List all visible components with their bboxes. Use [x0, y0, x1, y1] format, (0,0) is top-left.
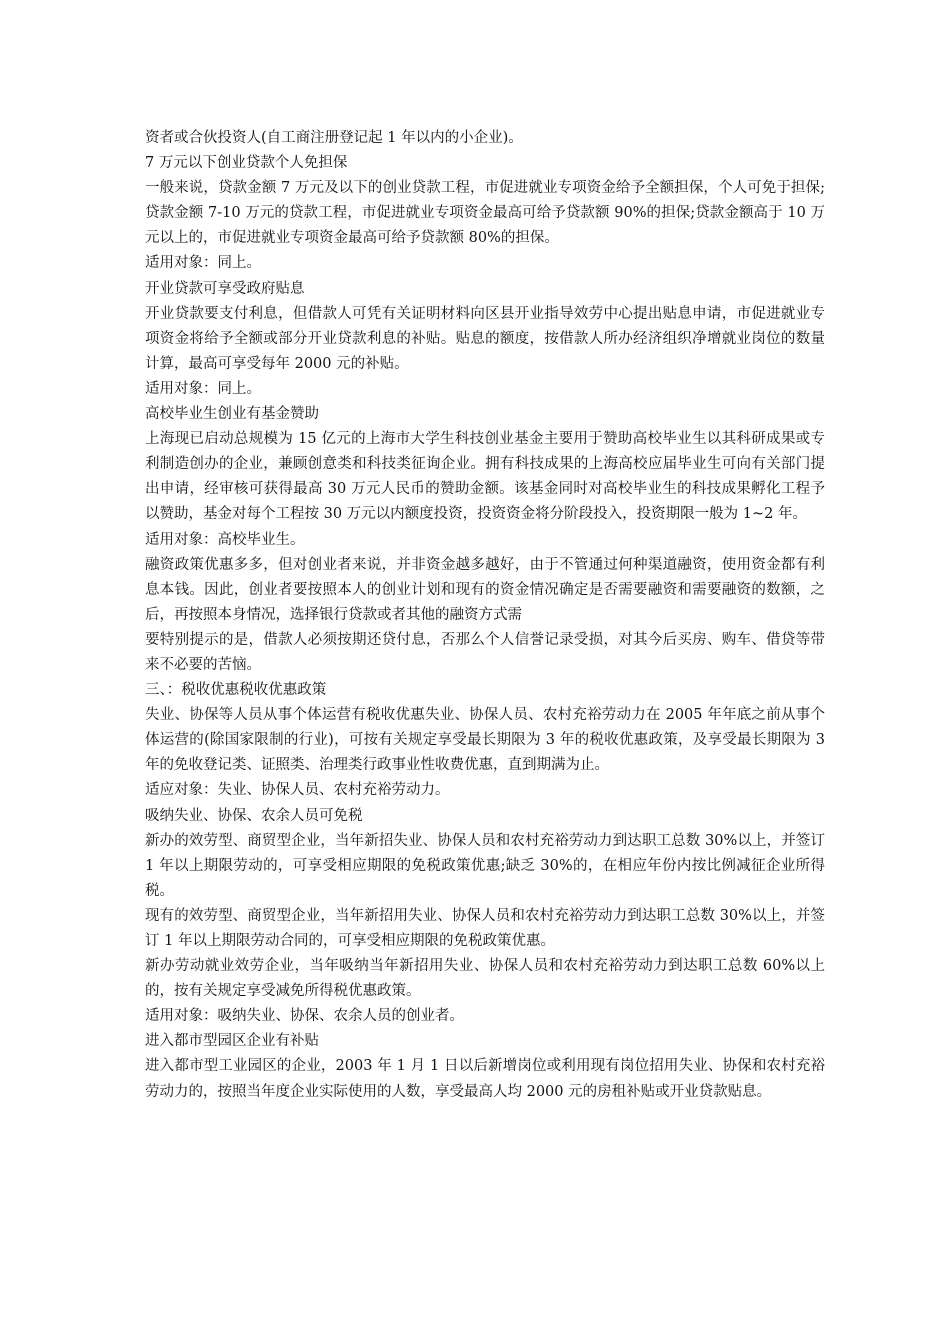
- document-body: [145, 126, 825, 1105]
- heading-tax-exemption: 吸纳失业、协保、农余人员可免税: [145, 807, 363, 824]
- paragraph-loan-guarantee: 一般来说，贷款金额 7 万元及以下的创业贷款工程，市促进就业专项资金给予全额担保，个人可免于担保;贷款金额 7-10 万元的贷款工程，市促进就业专项资金最高可给予贷款额 90%的担保;贷款金额高于 10 万元以上的，市促进就业专项资金最高可给予贷款额 80%的担保。: [145, 180, 825, 247]
- paragraph-existing-enterprise: 现有的效劳型、商贸型企业，当年新招用失业、协保人员和农村充裕劳动力到达职工总数 30%以上，并签订 1 年以上期限劳动合同的，可享受相应期限的免税政策优惠。: [145, 907, 825, 949]
- paragraph-labor-service: 新办劳动就业效劳企业，当年吸纳当年新招用失业、协保人员和农村充裕劳动力到达职工总数 60%以上的，按有关规定享受减免所得税优惠政策。: [145, 958, 825, 1000]
- paragraph-financing-advice: 融资政策优惠多多，但对创业者来说，并非资金越多越好，由于不管通过何种渠道融资，使用资金都有利息本钱。因此，创业者要按照本人的创业计划和现有的资金情况确定是否需要融资和需要融资的数额，之后，再按照本身情况，选择银行贷款或者其他的融资方式需: [145, 556, 825, 623]
- paragraph-park-subsidy: 进入都市型工业园区的企业，2003 年 1 月 1 日以后新增岗位或利用现有岗位招用失业、协保和农村充裕劳动力的，按照当年度企业实际使用的人数，享受最高人均 2000 元的房租补贴或开业贷款贴息。: [145, 1058, 825, 1100]
- applicable-target-2: 适用对象：同上。: [145, 380, 261, 397]
- paragraph-new-enterprise: 新办的效劳型、商贸型企业，当年新招失业、协保人员和农村充裕劳动力到达职工总数 30%以上，并签订 1 年以上期限劳动的，可享受相应期限的免税政策优惠;缺乏 30%的，在相应年份内按比例减征企业所得税。: [145, 832, 825, 899]
- applicable-target-3: 适用对象：高校毕业生。: [145, 531, 305, 548]
- heading-tax-policy: 三、：税收优惠税收优惠政策: [145, 682, 327, 699]
- paragraph-interest-subsidy: 开业贷款要支付利息，但借款人可凭有关证明材料向区县开业指导效劳中心提出贴息申请，市促进就业专项资金将给予全额或部分开业贷款利息的补贴。贴息的额度，按借款人所办经济组织净增就业岗位的数量计算，最高可享受每年 2000 元的补贴。: [145, 305, 825, 372]
- paragraph-graduate-fund: 上海现已启动总规模为 15 亿元的上海市大学生科技创业基金主要用于赞助高校毕业生以其科研成果或专利制造创办的企业，兼顾创意类和科技类征询企业。拥有科技成果的上海高校应届毕业生可向有关部门提出申请，经审核可获得最高 30 万元人民币的赞助金额。该基金同时对高校毕业生的科技成果孵化工程予以赞助，基金对每个工程按 30 万元以内额度投资，投资资金将分阶段投入，投资期限一般为 1~2 年。: [145, 431, 825, 523]
- heading-loan-guarantee: 7 万元以下创业贷款个人免担保: [145, 155, 348, 172]
- heading-park-subsidy: 进入都市型园区企业有补贴: [145, 1033, 319, 1050]
- heading-interest-subsidy: 开业贷款可享受政府贴息: [145, 280, 305, 297]
- applicable-target-1: 适用对象：同上。: [145, 255, 261, 272]
- heading-graduate-fund: 高校毕业生创业有基金赞助: [145, 406, 319, 423]
- applicable-target-5: 适用对象：吸纳失业、协保、农余人员的创业者。: [145, 1008, 464, 1025]
- applicable-target-4: 适应对象：失业、协保人员、农村充裕劳动力。: [145, 782, 450, 799]
- paragraph-tax-individual: 失业、协保等人员从事个体运营有税收优惠失业、协保人员、农村充裕劳动力在 2005 年年底之前从事个体运营的(除国家限制的行业)，可按有关规定享受最长期限为 3 年的税收优惠政策，及享受最长期限为 3 年的免收登记类、证照类、治理类行政事业性收费优惠，直到期满为止。: [145, 707, 825, 774]
- paragraph-repayment-note: 要特别提示的是，借款人必须按期还贷付息，否那么个人信誉记录受损，对其今后买房、购车、借贷等带来不必要的苦恼。: [145, 631, 825, 673]
- paragraph-1: 资者或合伙投资人(自工商注册登记起 1 年以内的小企业)。: [145, 130, 523, 146]
